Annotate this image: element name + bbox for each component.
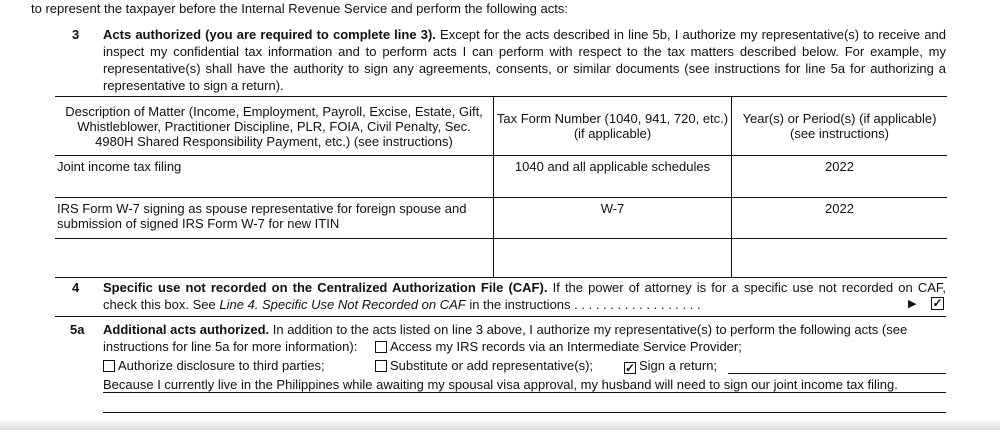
line-3-text	[103, 26, 946, 94]
row1-year[interactable]: 2022	[732, 156, 948, 198]
line-3-heading: Acts authorized (you are required to complete line 3).	[103, 27, 436, 42]
row1-tax-form[interactable]: 1040 and all applicable schedules	[494, 156, 732, 198]
header-year: Year(s) or Period(s) (if applicable) (see instructions)	[732, 97, 948, 156]
row1-description[interactable]: Joint income tax filing	[55, 156, 494, 198]
row3-description[interactable]	[55, 239, 494, 278]
header-description: Description of Matter (Income, Employment, Payroll, Excise, Estate, Gift, Whistleblower, Practitioner Discipline, PLR, FOIA, Civil Penalty, Sec. 4980H Shared Responsibility Payment, etc.) (see instructions)	[55, 97, 494, 156]
checkbox-authorize-disclosure[interactable]	[103, 360, 115, 372]
line-4-body-1: If the power of attorney is for a specific use not recorded on CAF, check this box. See	[103, 280, 946, 312]
table-row	[55, 198, 947, 239]
line-4-number: 4	[72, 280, 80, 295]
entry-line-1	[103, 392, 946, 393]
arrow-icon: ▶	[908, 298, 917, 310]
row2-year[interactable]: 2022	[732, 198, 948, 239]
row2-description[interactable]: IRS Form W-7 signing as spouse representative for foreign spouse and submission of signed IRS Form W-7 for new ITIN	[55, 198, 494, 239]
option-authorize-disclosure[interactable]	[103, 357, 325, 374]
checkbox-substitute-representative[interactable]	[375, 360, 387, 372]
page-edge-shadow	[0, 418, 1000, 430]
additional-acts-entry[interactable]: Because I currently live in the Philippines while awaiting my spousal visa approval, my husband will need to sign our joint income tax filing.	[103, 377, 898, 392]
line-5a-heading: Additional acts authorized.	[103, 322, 270, 337]
option-label: Authorize disclosure to third parties;	[118, 358, 325, 373]
table-row	[55, 156, 947, 198]
option-label: Access my IRS records via an Intermediate Service Provider;	[390, 339, 742, 354]
acts-table	[55, 96, 947, 278]
line-3-body: Except for the acts described in line 5b, I authorize my representative(s) to receive and inspect my confidential tax information and to perform acts I can perform with respect to the tax matters described below. For example, my representative(s) shall have the authority to sign any agreements, consents, or similar documents (see instructions for line 5a for authorizing a representative to sign a return).	[103, 27, 946, 93]
sign-return-underline	[728, 373, 946, 374]
checkbox-access-records[interactable]	[375, 341, 387, 353]
checkbox-sign-return[interactable]: ✓	[625, 361, 636, 375]
section-divider	[55, 316, 946, 317]
intro-text: to represent the taxpayer before the Internal Revenue Service and perform the following acts:	[31, 1, 568, 16]
line-3-number: 3	[72, 27, 80, 42]
line-4-reference: Line 4. Specific Use Not Recorded on CAF	[219, 297, 466, 312]
line-4-body-2: in the instructions	[465, 297, 571, 312]
row2-tax-form[interactable]: W-7	[494, 198, 732, 239]
line-5a-number: 5a	[70, 322, 85, 337]
line-4-checkbox[interactable]: ✓	[932, 296, 943, 310]
option-label: Sign a return;	[639, 358, 718, 373]
option-sign-return[interactable]	[624, 357, 717, 374]
line-4-heading: Specific use not recorded on the Centralized Authorization File (CAF).	[103, 280, 548, 295]
table-header-row	[55, 97, 947, 156]
line-4-text	[103, 279, 946, 313]
option-access-records[interactable]	[375, 338, 742, 355]
leader-dots: . . . . . . . . . . . . . . . . . .	[574, 297, 701, 312]
option-substitute-representative[interactable]	[375, 357, 593, 374]
table-row	[55, 239, 947, 278]
option-label: Substitute or add representative(s);	[390, 358, 594, 373]
entry-line-2	[103, 412, 946, 413]
line-5a-body: In addition to the acts listed on line 3 above, I authorize my representative(s) to perform the following acts (see instructions for line 5a for more information):	[103, 322, 908, 354]
header-tax-form: Tax Form Number (1040, 941, 720, etc.) (if applicable)	[494, 97, 732, 156]
row3-year[interactable]	[732, 239, 948, 278]
row3-tax-form[interactable]	[494, 239, 732, 278]
